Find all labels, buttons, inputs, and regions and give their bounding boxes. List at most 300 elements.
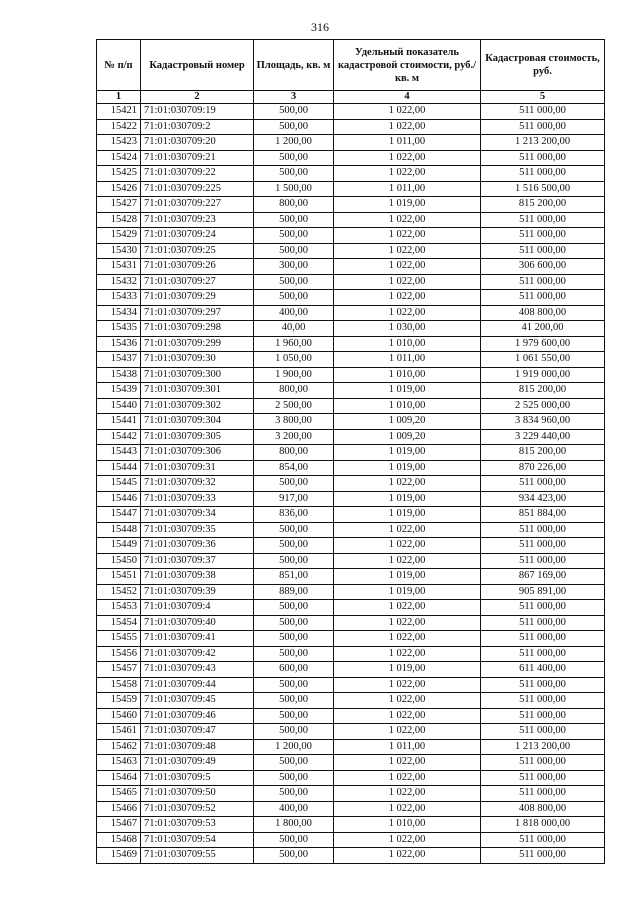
cadastral-value-cell: 1 213 200,00 [481,135,605,151]
unit-value-cell: 1 010,00 [334,367,481,383]
row-number-cell: 15426 [97,181,141,197]
area-cell: 836,00 [254,507,334,523]
unit-value-cell: 1 022,00 [334,646,481,662]
header-cadastral-number: Кадастровый номер [141,40,254,91]
area-cell: 400,00 [254,305,334,321]
area-cell: 600,00 [254,662,334,678]
cadastral-number-cell: 71:01:030709:19 [141,104,254,120]
row-number-cell: 15465 [97,786,141,802]
unit-value-cell: 1 022,00 [334,770,481,786]
page-number: 316 [311,20,329,34]
table-row [97,181,605,197]
cadastral-value-cell: 511 000,00 [481,615,605,631]
table-row [97,600,605,616]
cadastral-value-cell: 511 000,00 [481,646,605,662]
row-number-cell: 15460 [97,708,141,724]
cadastral-value-cell: 1 061 550,00 [481,352,605,368]
table-row [97,584,605,600]
unit-value-cell: 1 010,00 [334,398,481,414]
cadastral-value-cell: 3 834 960,00 [481,414,605,430]
cadastral-number-cell: 71:01:030709:53 [141,817,254,833]
column-number: 2 [141,91,254,104]
row-number-cell: 15451 [97,569,141,585]
table-column-numbers-row [97,91,605,104]
area-cell: 400,00 [254,801,334,817]
unit-value-cell: 1 010,00 [334,336,481,352]
row-number-cell: 15469 [97,848,141,864]
unit-value-cell: 1 022,00 [334,243,481,259]
unit-value-cell: 1 019,00 [334,507,481,523]
row-number-cell: 15443 [97,445,141,461]
area-cell: 500,00 [254,708,334,724]
cadastral-value-cell: 511 000,00 [481,476,605,492]
unit-value-cell: 1 022,00 [334,212,481,228]
cadastral-number-cell: 71:01:030709:37 [141,553,254,569]
row-number-cell: 15463 [97,755,141,771]
unit-value-cell: 1 009,20 [334,414,481,430]
area-cell: 800,00 [254,445,334,461]
cadastral-value-cell: 611 400,00 [481,662,605,678]
table-row [97,770,605,786]
cadastral-value-cell: 867 169,00 [481,569,605,585]
unit-value-cell: 1 022,00 [334,848,481,864]
area-cell: 40,00 [254,321,334,337]
area-cell: 500,00 [254,677,334,693]
area-cell: 500,00 [254,476,334,492]
table-row [97,212,605,228]
unit-value-cell: 1 019,00 [334,569,481,585]
unit-value-cell: 1 022,00 [334,150,481,166]
table-row [97,445,605,461]
area-cell: 500,00 [254,786,334,802]
cadastral-value-cell: 1 516 500,00 [481,181,605,197]
column-number: 3 [254,91,334,104]
header-area: Площадь, кв. м [254,40,334,91]
area-cell: 1 800,00 [254,817,334,833]
cadastral-value-cell: 1 818 000,00 [481,817,605,833]
area-cell: 1 900,00 [254,367,334,383]
cadastral-value-cell: 815 200,00 [481,197,605,213]
table-row [97,460,605,476]
row-number-cell: 15467 [97,817,141,833]
table-row [97,243,605,259]
column-number: 5 [481,91,605,104]
table-row [97,724,605,740]
row-number-cell: 15432 [97,274,141,290]
area-cell: 300,00 [254,259,334,275]
unit-value-cell: 1 022,00 [334,677,481,693]
row-number-cell: 15434 [97,305,141,321]
cadastral-number-cell: 71:01:030709:48 [141,739,254,755]
table-row [97,429,605,445]
unit-value-cell: 1 022,00 [334,538,481,554]
unit-value-cell: 1 019,00 [334,491,481,507]
cadastral-number-cell: 71:01:030709:25 [141,243,254,259]
unit-value-cell: 1 022,00 [334,104,481,120]
table-row [97,507,605,523]
cadastral-number-cell: 71:01:030709:55 [141,848,254,864]
area-cell: 500,00 [254,724,334,740]
header-cadastral-value: Кадастровая стоимость, руб. [481,40,605,91]
area-cell: 500,00 [254,104,334,120]
row-number-cell: 15431 [97,259,141,275]
unit-value-cell: 1 022,00 [334,786,481,802]
cadastral-value-cell: 408 800,00 [481,305,605,321]
cadastral-value-cell: 408 800,00 [481,801,605,817]
unit-value-cell: 1 022,00 [334,305,481,321]
row-number-cell: 15449 [97,538,141,554]
row-number-cell: 15424 [97,150,141,166]
table-row [97,383,605,399]
cadastral-number-cell: 71:01:030709:2 [141,119,254,135]
cadastral-number-cell: 71:01:030709:42 [141,646,254,662]
row-number-cell: 15466 [97,801,141,817]
table-row [97,786,605,802]
unit-value-cell: 1 022,00 [334,832,481,848]
cadastral-number-cell: 71:01:030709:50 [141,786,254,802]
cadastral-value-cell: 511 000,00 [481,755,605,771]
row-number-cell: 15440 [97,398,141,414]
cadastral-number-cell: 71:01:030709:32 [141,476,254,492]
unit-value-cell: 1 019,00 [334,584,481,600]
row-number-cell: 15455 [97,631,141,647]
cadastral-value-cell: 851 884,00 [481,507,605,523]
unit-value-cell: 1 022,00 [334,693,481,709]
table-row [97,414,605,430]
table-row [97,336,605,352]
cadastral-number-cell: 71:01:030709:39 [141,584,254,600]
cadastral-number-cell: 71:01:030709:227 [141,197,254,213]
row-number-cell: 15427 [97,197,141,213]
table-row [97,755,605,771]
table-row [97,166,605,182]
cadastral-number-cell: 71:01:030709:27 [141,274,254,290]
cadastral-value-cell: 511 000,00 [481,228,605,244]
column-number: 1 [97,91,141,104]
cadastral-value-cell: 511 000,00 [481,708,605,724]
unit-value-cell: 1 011,00 [334,352,481,368]
table-row [97,615,605,631]
unit-value-cell: 1 022,00 [334,522,481,538]
unit-value-cell: 1 019,00 [334,197,481,213]
row-number-cell: 15459 [97,693,141,709]
cadastral-value-cell: 511 000,00 [481,538,605,554]
unit-value-cell: 1 009,20 [334,429,481,445]
cadastral-number-cell: 71:01:030709:305 [141,429,254,445]
area-cell: 500,00 [254,646,334,662]
unit-value-cell: 1 022,00 [334,119,481,135]
row-number-cell: 15450 [97,553,141,569]
row-number-cell: 15447 [97,507,141,523]
area-cell: 917,00 [254,491,334,507]
cadastral-value-cell: 2 525 000,00 [481,398,605,414]
unit-value-cell: 1 010,00 [334,817,481,833]
header-row-number: № п/п [97,40,141,91]
area-cell: 851,00 [254,569,334,585]
area-cell: 500,00 [254,243,334,259]
cadastral-value-cell: 511 000,00 [481,119,605,135]
table-row [97,104,605,120]
cadastral-number-cell: 71:01:030709:5 [141,770,254,786]
unit-value-cell: 1 022,00 [334,228,481,244]
table-row [97,553,605,569]
cadastral-value-cell: 870 226,00 [481,460,605,476]
cadastral-value-cell: 511 000,00 [481,104,605,120]
row-number-cell: 15422 [97,119,141,135]
row-number-cell: 15425 [97,166,141,182]
unit-value-cell: 1 019,00 [334,383,481,399]
row-number-cell: 15438 [97,367,141,383]
row-number-cell: 15433 [97,290,141,306]
cadastral-number-cell: 71:01:030709:20 [141,135,254,151]
cadastral-value-cell: 511 000,00 [481,600,605,616]
cadastral-number-cell: 71:01:030709:298 [141,321,254,337]
table-row [97,708,605,724]
cadastral-number-cell: 71:01:030709:302 [141,398,254,414]
table-row [97,491,605,507]
table-row [97,290,605,306]
cadastral-value-cell: 511 000,00 [481,522,605,538]
cadastral-number-cell: 71:01:030709:306 [141,445,254,461]
cadastral-value-cell: 815 200,00 [481,383,605,399]
cadastral-value-cell: 511 000,00 [481,631,605,647]
area-cell: 500,00 [254,755,334,771]
unit-value-cell: 1 022,00 [334,476,481,492]
cadastral-value-cell: 511 000,00 [481,274,605,290]
unit-value-cell: 1 011,00 [334,135,481,151]
area-cell: 1 200,00 [254,739,334,755]
cadastral-number-cell: 71:01:030709:300 [141,367,254,383]
row-number-cell: 15464 [97,770,141,786]
cadastral-number-cell: 71:01:030709:30 [141,352,254,368]
table-row [97,305,605,321]
row-number-cell: 15445 [97,476,141,492]
row-number-cell: 15444 [97,460,141,476]
unit-value-cell: 1 011,00 [334,739,481,755]
cadastral-number-cell: 71:01:030709:301 [141,383,254,399]
area-cell: 500,00 [254,538,334,554]
cadastral-number-cell: 71:01:030709:34 [141,507,254,523]
table-row [97,677,605,693]
cadastral-number-cell: 71:01:030709:29 [141,290,254,306]
cadastral-value-cell: 511 000,00 [481,848,605,864]
cadastral-value-table [96,39,605,864]
table-row [97,321,605,337]
area-cell: 500,00 [254,553,334,569]
cadastral-number-cell: 71:01:030709:44 [141,677,254,693]
row-number-cell: 15458 [97,677,141,693]
area-cell: 500,00 [254,832,334,848]
row-number-cell: 15457 [97,662,141,678]
area-cell: 2 500,00 [254,398,334,414]
area-cell: 500,00 [254,615,334,631]
cadastral-number-cell: 71:01:030709:49 [141,755,254,771]
row-number-cell: 15435 [97,321,141,337]
table-row [97,228,605,244]
unit-value-cell: 1 022,00 [334,274,481,290]
cadastral-number-cell: 71:01:030709:24 [141,228,254,244]
unit-value-cell: 1 019,00 [334,662,481,678]
row-number-cell: 15453 [97,600,141,616]
cadastral-number-cell: 71:01:030709:54 [141,832,254,848]
table-body [97,104,605,864]
table-row [97,538,605,554]
area-cell: 500,00 [254,600,334,616]
area-cell: 500,00 [254,166,334,182]
cadastral-number-cell: 71:01:030709:52 [141,801,254,817]
cadastral-value-cell: 511 000,00 [481,290,605,306]
table-row [97,848,605,864]
cadastral-value-cell: 3 229 440,00 [481,429,605,445]
cadastral-number-cell: 71:01:030709:23 [141,212,254,228]
unit-value-cell: 1 019,00 [334,460,481,476]
cadastral-value-cell: 511 000,00 [481,212,605,228]
row-number-cell: 15452 [97,584,141,600]
area-cell: 500,00 [254,150,334,166]
area-cell: 500,00 [254,848,334,864]
unit-value-cell: 1 022,00 [334,615,481,631]
area-cell: 500,00 [254,274,334,290]
cadastral-number-cell: 71:01:030709:35 [141,522,254,538]
column-number: 4 [334,91,481,104]
cadastral-value-cell: 905 891,00 [481,584,605,600]
cadastral-value-cell: 511 000,00 [481,832,605,848]
cadastral-number-cell: 71:01:030709:21 [141,150,254,166]
cadastral-number-cell: 71:01:030709:304 [141,414,254,430]
unit-value-cell: 1 022,00 [334,755,481,771]
unit-value-cell: 1 022,00 [334,553,481,569]
cadastral-number-cell: 71:01:030709:33 [141,491,254,507]
cadastral-number-cell: 71:01:030709:4 [141,600,254,616]
unit-value-cell: 1 022,00 [334,801,481,817]
cadastral-number-cell: 71:01:030709:47 [141,724,254,740]
row-number-cell: 15423 [97,135,141,151]
area-cell: 500,00 [254,693,334,709]
row-number-cell: 15441 [97,414,141,430]
cadastral-value-cell: 1 979 600,00 [481,336,605,352]
cadastral-value-cell: 511 000,00 [481,150,605,166]
area-cell: 1 200,00 [254,135,334,151]
area-cell: 1 050,00 [254,352,334,368]
unit-value-cell: 1 022,00 [334,708,481,724]
cadastral-value-cell: 306 600,00 [481,259,605,275]
cadastral-number-cell: 71:01:030709:225 [141,181,254,197]
area-cell: 500,00 [254,631,334,647]
unit-value-cell: 1 022,00 [334,259,481,275]
unit-value-cell: 1 019,00 [334,445,481,461]
cadastral-value-cell: 511 000,00 [481,724,605,740]
table-row [97,739,605,755]
area-cell: 3 200,00 [254,429,334,445]
cadastral-number-cell: 71:01:030709:22 [141,166,254,182]
table-row [97,646,605,662]
table-row [97,662,605,678]
unit-value-cell: 1 030,00 [334,321,481,337]
row-number-cell: 15462 [97,739,141,755]
cadastral-number-cell: 71:01:030709:31 [141,460,254,476]
area-cell: 1 960,00 [254,336,334,352]
area-cell: 800,00 [254,383,334,399]
cadastral-value-cell: 511 000,00 [481,677,605,693]
row-number-cell: 15461 [97,724,141,740]
table-row [97,135,605,151]
table-row [97,522,605,538]
unit-value-cell: 1 022,00 [334,290,481,306]
table-row [97,197,605,213]
table-header-row [97,40,605,91]
area-cell: 3 800,00 [254,414,334,430]
area-cell: 500,00 [254,290,334,306]
unit-value-cell: 1 022,00 [334,724,481,740]
table-row [97,832,605,848]
table-row [97,259,605,275]
cadastral-number-cell: 71:01:030709:36 [141,538,254,554]
cadastral-value-cell: 511 000,00 [481,553,605,569]
area-cell: 500,00 [254,119,334,135]
cadastral-number-cell: 71:01:030709:38 [141,569,254,585]
table-row [97,150,605,166]
area-cell: 500,00 [254,522,334,538]
cadastral-number-cell: 71:01:030709:45 [141,693,254,709]
cadastral-value-cell: 1 213 200,00 [481,739,605,755]
area-cell: 889,00 [254,584,334,600]
cadastral-value-cell: 1 919 000,00 [481,367,605,383]
row-number-cell: 15429 [97,228,141,244]
cadastral-number-cell: 71:01:030709:46 [141,708,254,724]
row-number-cell: 15454 [97,615,141,631]
table-row [97,274,605,290]
unit-value-cell: 1 011,00 [334,181,481,197]
table-row [97,801,605,817]
row-number-cell: 15437 [97,352,141,368]
table-row [97,352,605,368]
row-number-cell: 15446 [97,491,141,507]
cadastral-value-cell: 511 000,00 [481,243,605,259]
row-number-cell: 15448 [97,522,141,538]
cadastral-value-cell: 511 000,00 [481,166,605,182]
unit-value-cell: 1 022,00 [334,166,481,182]
header-unit-value: Удельный показатель кадастровой стоимости, руб./кв. м [334,40,481,91]
row-number-cell: 15442 [97,429,141,445]
table-row [97,631,605,647]
table-row [97,817,605,833]
table-row [97,476,605,492]
area-cell: 500,00 [254,212,334,228]
cadastral-value-cell: 511 000,00 [481,786,605,802]
row-number-cell: 15421 [97,104,141,120]
unit-value-cell: 1 022,00 [334,631,481,647]
table-row [97,398,605,414]
row-number-cell: 15456 [97,646,141,662]
cadastral-number-cell: 71:01:030709:26 [141,259,254,275]
cadastral-value-cell: 815 200,00 [481,445,605,461]
cadastral-number-cell: 71:01:030709:41 [141,631,254,647]
cadastral-value-cell: 41 200,00 [481,321,605,337]
cadastral-number-cell: 71:01:030709:299 [141,336,254,352]
cadastral-number-cell: 71:01:030709:40 [141,615,254,631]
area-cell: 854,00 [254,460,334,476]
area-cell: 800,00 [254,197,334,213]
area-cell: 500,00 [254,770,334,786]
cadastral-number-cell: 71:01:030709:43 [141,662,254,678]
cadastral-value-cell: 934 423,00 [481,491,605,507]
row-number-cell: 15436 [97,336,141,352]
area-cell: 1 500,00 [254,181,334,197]
table-row [97,119,605,135]
row-number-cell: 15468 [97,832,141,848]
table-row [97,367,605,383]
table-row [97,693,605,709]
